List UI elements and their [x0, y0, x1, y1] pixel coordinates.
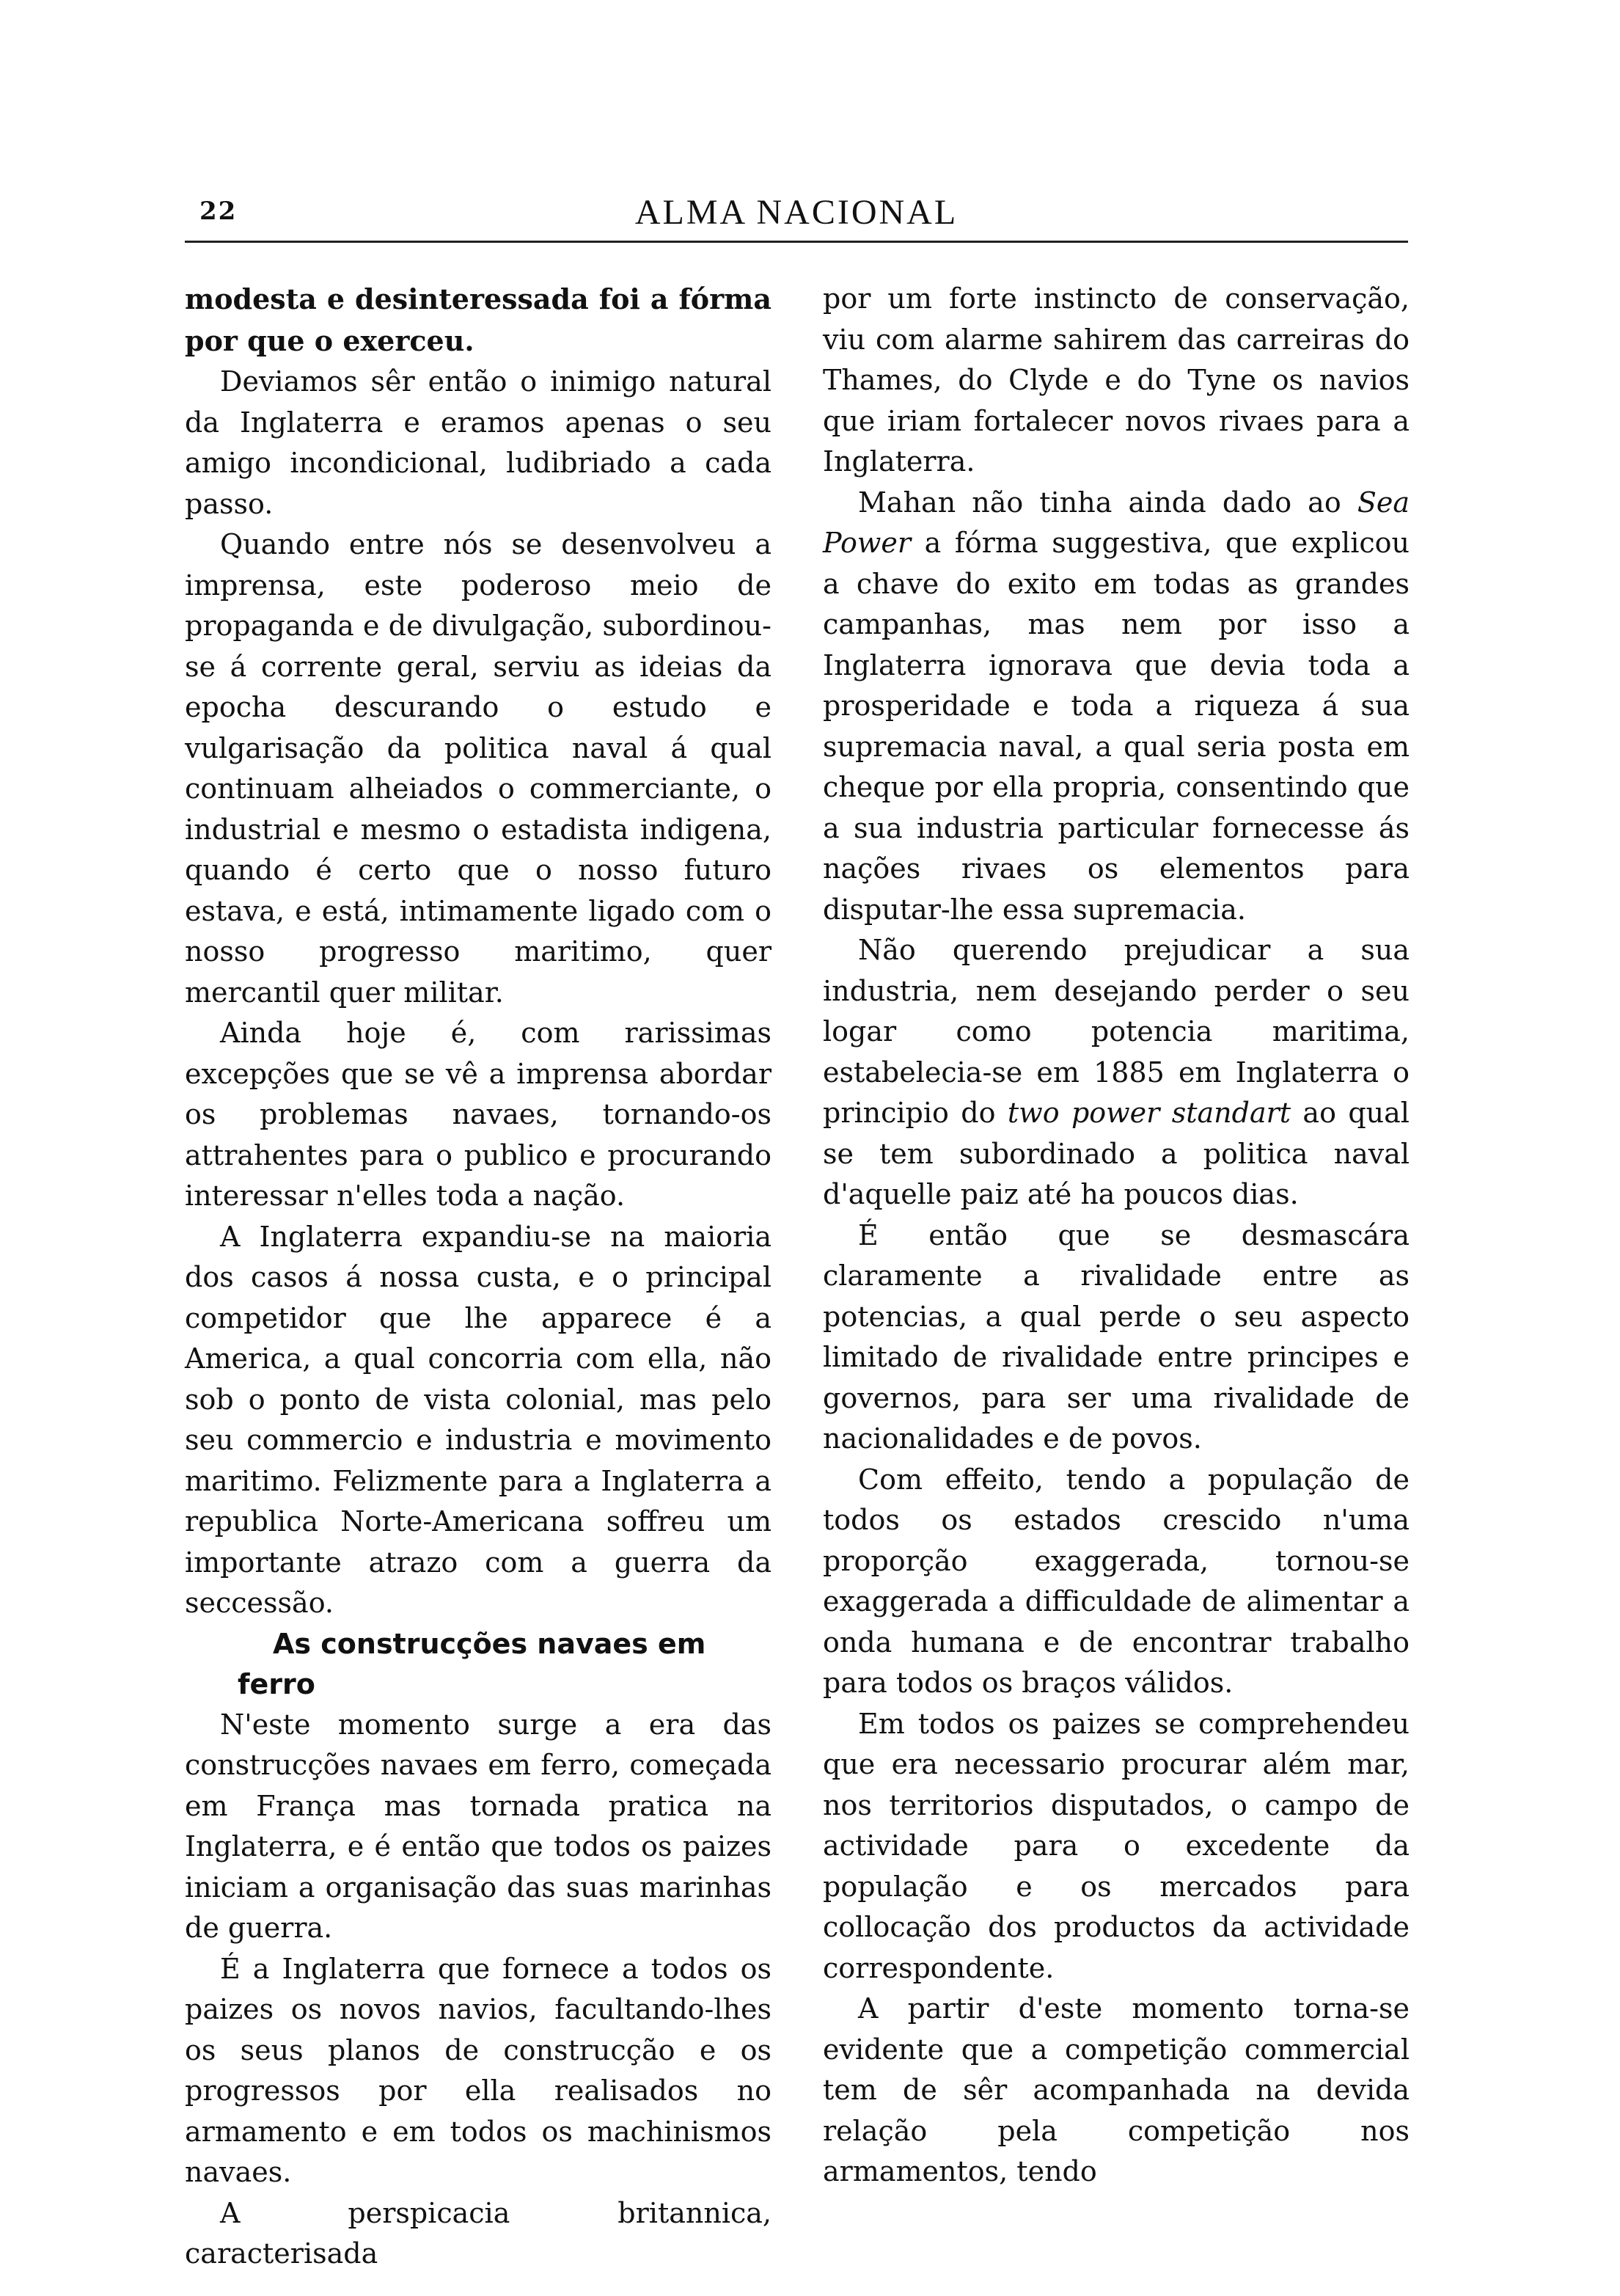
header-rule: [185, 241, 1408, 243]
italic-term: two power standart: [1007, 1097, 1291, 1129]
paragraph: Quando entre nós se desenvolveu a imprensa, este poderoso meio de propaganda e de divulgação, subordinou-se á corrente geral, serviu as ideias da epocha descurando o estudo e vulgarisação da politica naval á qual continuam alheiados o commerciante, o industrial e mesmo o estadista indigena, quando é certo que o nosso futuro estava, e está, intimamente ligado com o nosso progresso maritimo, quer mercantil quer militar.: [185, 528, 771, 1009]
paragraph-text: ao qual se tem subordinado a politica naval d'aquelle paiz até ha poucos dias.: [823, 1097, 1410, 1210]
paragraph: [823, 930, 1410, 1215]
paragraph-text: Não querendo prejudicar a sua industria, nem desejando perder o seu logar como potencia maritima, estabelecia-se em 1885 em Inglaterra o principio do: [823, 934, 1410, 1129]
paragraph: É a Inglaterra que fornece a todos os paizes os novos navios, facultando-lhes os seus planos de construcção e os progressos por ella realisados no armamento e em todos os machinismos navaes.: [185, 1952, 771, 2188]
paragraph: Ainda hoje é, com rarissimas excepções que se vê a imprensa abordar os problemas navaes, tornando-os attrahentes para o publico e procurando interessar n'elles toda a nação.: [185, 1017, 771, 1212]
right-column: [823, 279, 1410, 2193]
paragraph: [185, 279, 771, 362]
paragraph-text: modesta e desinteressada foi a fórma por que o exerceu.: [185, 282, 771, 357]
paragraph: por um forte instincto de conservação, viu com alarme sahirem das carreiras do Thames, do Clyde e do Tyne os navios que iriam fortalecer novos rivaes para a Inglaterra.: [823, 282, 1410, 478]
paragraph: É então que se desmascára claramente a rivalidade entre as potencias, a qual perde o seu aspecto limitado de rivalidade entre principes e governos, para ser uma rivalidade de nacionalidades e de povos.: [823, 1218, 1410, 1455]
paragraph: Com effeito, tendo a população de todos os estados crescido n'uma proporção exaggerada, tornou-se exaggerada a difficuldade de alimentar a onda humana e de encontrar trabalho para todos os braços válidos.: [823, 1463, 1410, 1699]
paragraph: [823, 483, 1410, 931]
paragraph: A partir d'este momento torna-se evidente que a competição commercial tem de sêr acompanhada na devida relação pela competição nos armamentos, tendo: [823, 1992, 1410, 2187]
paragraph-text: Mahan não tinha ainda dado ao: [858, 486, 1357, 519]
paragraph: Em todos os paizes se comprehendeu que era necessario procurar além mar, nos territorios disputados, o campo de actividade para o excedente da população e os mercados para collocação dos productos da actividade correspondente.: [823, 1707, 1410, 1984]
paragraph: A Inglaterra expandiu-se na maioria dos casos á nossa custa, e o principal competidor que lhe apparece é a America, a qual concorria com ella, não sob o ponto de vista colonial, mas pelo seu commercio e industria e movimento maritimo. Felizmente para a Inglaterra a republica Norte-Americana soffreu um importante atrazo com a guerra da seccessão.: [185, 1220, 771, 1619]
left-column: [185, 279, 771, 2275]
paragraph: N'este momento surge a era das construcções navaes em ferro, começada em França mas tornada pratica na Inglaterra, e é então que todos os paizes iniciam a organisação das suas marinhas de guerra.: [185, 1708, 771, 1944]
paragraph-text: a fórma suggestiva, que explicou a chave do exito em todas as grandes campanhas, mas nem por isso a Inglaterra ignorava que devia toda a prosperidade e toda a riqueza á sua supremacia naval, a qual seria posta em cheque por ella propria, consentindo que a sua industria particular fornecesse ás nações rivaes os elementos para disputar-lhe essa supremacia.: [823, 527, 1410, 926]
page-number: 22: [199, 197, 238, 226]
running-title: ALMA NACIONAL: [634, 193, 959, 232]
page-header: [185, 189, 1408, 233]
paragraph: Deviamos sêr então o inimigo natural da Inglaterra e eramos apenas o seu amigo incondicional, ludibriado a cada passo.: [185, 365, 771, 520]
italic-term: Sea Power: [823, 486, 1410, 559]
paragraph: A perspicacia britannica, caracterisada: [185, 2196, 771, 2270]
section-heading: As construcções navaes em ferro: [238, 1627, 706, 1700]
